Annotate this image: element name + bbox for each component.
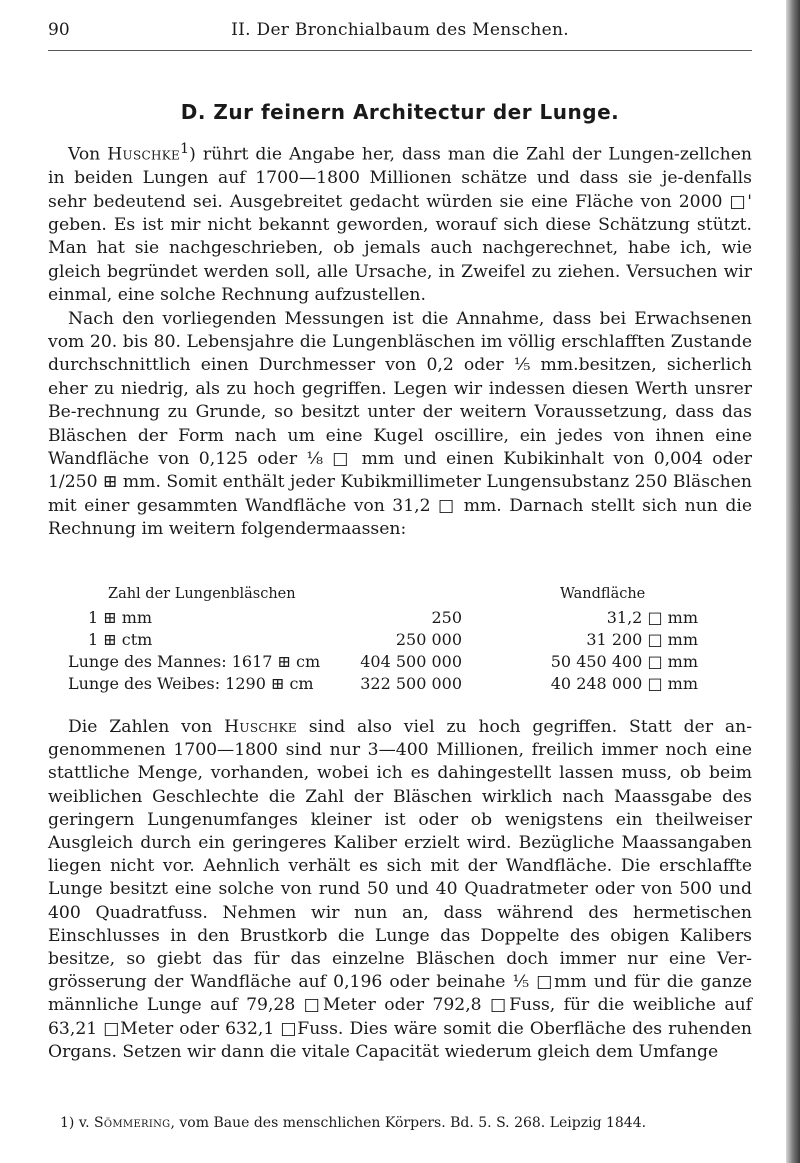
- row-area: 31 200 □ mm: [586, 630, 698, 649]
- footnote-marker: 1) v.: [60, 1115, 90, 1131]
- footnote-text: , vom Baue des menschlichen Körpers. Bd. 5. S. 268. Leipzig 1844.: [170, 1115, 647, 1131]
- header-rule: [48, 50, 752, 51]
- author-name: Huschke: [107, 144, 181, 165]
- page-edge-shadow: [786, 0, 800, 1163]
- author-name: Huschke: [224, 717, 297, 737]
- paragraph-3-text: sind also viel zu hoch gegriffen. Statt der an-genommenen 1700—1800 sind nur 3—400 Millionen, freilich immer noch eine stattliche Menge, vorhanden, wobei ich es dahingestellt lassen muss, ob beim weiblichen Geschlechte die Zahl der Bläschen wirklich nach Maassgabe des geringern Lungenumfanges kleiner ist oder ob wenigstens ein theilweiser Ausgleich durch ein geringeres Kaliber erzielt wird. Bezügliche Maassangaben liegen nicht vor. Aehnlich verhält es sich mit der Wandfläche. Die erschlaffte Lunge besitzt eine solche von rund 50 und 40 Quadratmeter oder von 500 und 400 Quadratfuss. Nehmen wir nun an, dass während des hermetischen Einschlusses in den Brustkorb die Lunge das Doppelte des obigen Kalibers besitze, so giebt das für das einzelne Bläschen doch immer nur eine Ver-grösserung der Wandfläche auf 0,196 oder beinahe ⅕ □mm und für die ganze männliche Lunge auf 79,28 □Meter oder 792,8 □Fuss, für die weibliche auf 63,21 □Meter oder 632,1 □Fuss. Dies wäre somit die Oberfläche des ruhenden Organs. Setzen wir dann die vitale Capacität wiederum gleich dem Umfange: [48, 717, 753, 1062]
- footnote-ref: 1: [180, 141, 190, 157]
- body-text-bottom: [48, 716, 752, 1064]
- row-label: 1 ⊞ mm: [88, 608, 153, 627]
- footnote-author: Sömmering: [93, 1115, 171, 1131]
- paragraph-3-prefix: Die Zahlen von: [68, 717, 213, 737]
- body-text-top: [48, 138, 752, 542]
- row-count: 322 500 000: [360, 674, 462, 693]
- table-header-count: Zahl der Lungenbläschen: [108, 586, 296, 602]
- row-count: 250 000: [395, 630, 462, 649]
- row-label: 1 ⊞ ctm: [88, 630, 153, 649]
- table-row: [48, 607, 752, 629]
- paragraph-1-text: ) rührt die Angabe her, dass man die Zahl der Lungen-zellchen in beiden Lungen auf 1700—1800 Millionen schätze und dass sie je-denfalls sehr bedeutend sei. Ausgebreitet gedacht würden sie eine Fläche von 2000 □' geben. Es ist mir nicht bekannt geworden, worauf sich diese Schätzung stützt. Man hat sie nachgeschrieben, ob jemals auch nachgerechnet, habe ich, wie gleich begründet werden soll, alle Ursache, in Zweifel zu ziehen. Versuchen wir einmal, eine solche Rechnung aufzustellen.: [48, 144, 752, 306]
- table-row: [48, 651, 752, 673]
- table-row: [48, 673, 752, 695]
- row-label: Lunge des Mannes: 1617 ⊞ cm: [68, 652, 321, 671]
- table-header-area: Wandfläche: [560, 586, 646, 602]
- page-header: [48, 20, 752, 46]
- paragraph-1: Von Huschke$^1$) rührt die Angabe her, dass man die Zahl der Lungen-zellchen in beiden Lungen auf 1700—1800 Millionen schätze und dass sie je-denfalls sehr bedeutend sei. Ausgebreitet gedacht würden sie eine Fläche von 2000 □' geben. Es ist mir nicht bekannt geworden, worauf sich diese Schätzung stützt. Man hat sie nachgeschrieben, ob jemals auch nachgerechnet, habe ich, wie gleich begründet werden soll, alle Ursache, in Zweifel zu ziehen. Versuchen wir einmal, eine solche Rechnung aufzustellen.: [48, 141, 752, 306]
- row-area: 40 248 000 □ mm: [550, 674, 698, 693]
- row-area: 31,2 □ mm: [606, 608, 698, 627]
- paragraph-3: [48, 716, 752, 1064]
- table-row: [48, 629, 752, 651]
- alveoli-table: [48, 583, 752, 703]
- row-label: Lunge des Weibes: 1290 ⊞ cm: [68, 674, 314, 693]
- row-count: 250: [431, 608, 462, 627]
- row-area: 50 450 400 □ mm: [550, 652, 698, 671]
- footnote: [60, 1115, 752, 1131]
- running-title: II. Der Bronchialbaum des Menschen.: [231, 20, 569, 40]
- page-number: 90: [48, 20, 70, 40]
- row-count: 404 500 000: [360, 652, 462, 671]
- paragraph-2: Nach den vorliegenden Messungen ist die Annahme, dass bei Erwachsenen vom 20. bis 80. Lebensjahre die Lungenbläschen im völlig erschlafften Zustande durchschnittlich einen Durchmesser von 0,2 oder ⅕ mm.besitzen, sicherlich eher zu niedrig, als zu hoch gegriffen. Legen wir indessen diesen Werth unsrer Be-rechnung zu Grunde, so besitzt unter der weitern Voraussetzung, dass das Bläschen der Form nach um eine Kugel oscillire, ein jedes von ihnen eine Wandfläche von 0,125 oder ⅛ □ mm und einen Kubikinhalt von 0,004 oder 1/250 ⊞ mm. Somit enthält jeder Kubikmillimeter Lungensubstanz 250 Bläschen mit einer gesammten Wandfläche von 31,2 □ mm. Darnach stellt sich nun die Rechnung im weitern folgendermaassen:: [48, 308, 752, 540]
- section-title: D. Zur feinern Architectur der Lunge.: [180, 100, 620, 124]
